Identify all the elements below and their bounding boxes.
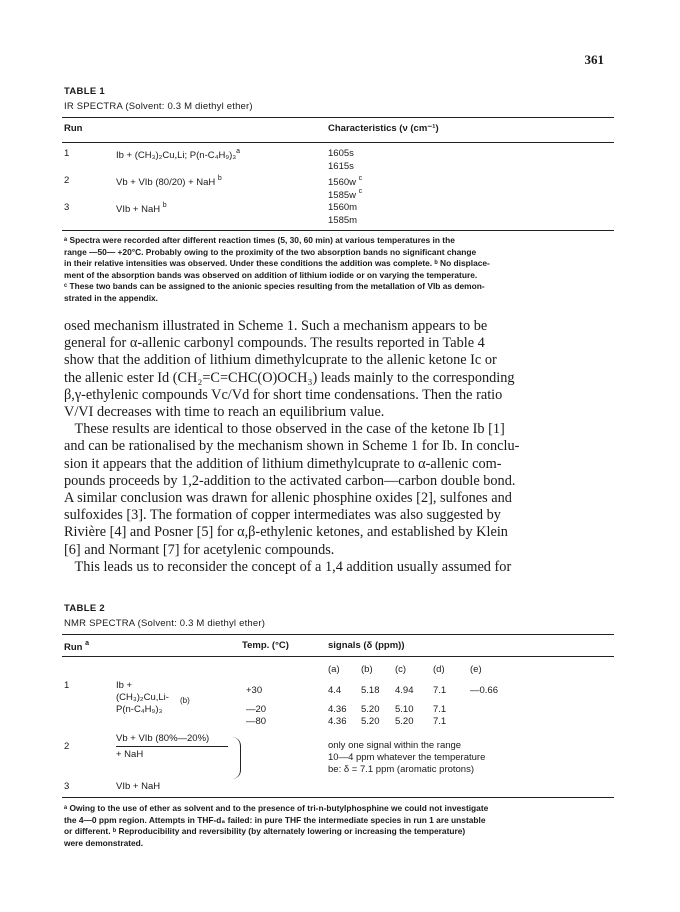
table2-signal-value: 7.1 — [433, 716, 447, 727]
body-line: This leads us to reconsider the concept of a 1,4 addition usually assumed for — [64, 558, 512, 575]
table2-signal-value: 5.20 — [361, 704, 380, 715]
table2-footnote-line: were demonstrated. — [64, 837, 144, 848]
table1-run-3: 3 — [64, 202, 70, 213]
table1-value-1b: 1615s — [328, 161, 354, 172]
table2-run-2-underline — [116, 746, 228, 747]
table2-run-1-number: 1 — [64, 680, 70, 691]
table2-run-1-sup: (b) — [180, 696, 190, 705]
table1-value-2a — [328, 175, 362, 188]
table1-footnote-line: strated in the appendix. — [64, 292, 159, 303]
table1-reaction-2 — [116, 175, 222, 188]
table1-label: TABLE 1 — [64, 86, 105, 97]
page-number: 361 — [584, 52, 604, 67]
table2-bottom-rule — [62, 797, 614, 798]
table1-value-2a-sup: c — [358, 175, 363, 182]
table2-run-2-note-line: only one signal within the range — [328, 740, 462, 751]
table1-footnote-line: ᵃ Spectra were recorded after different reaction times (5, 30, 60 min) at various temperatures in the — [64, 235, 455, 245]
table1-bottom-rule — [62, 230, 614, 231]
table2-col-run — [64, 640, 89, 653]
body-line: Rivière [4] and Posner [5] for α,β-ethylenic ketones, and established by Klein — [64, 524, 508, 541]
table2-signal-value: 7.1 — [433, 704, 447, 715]
table2-run-2-reaction-line: + NaH — [116, 749, 144, 760]
body-line: the allenic ester Id (CH₂=C=CHC(O)OCH₃) leads mainly to the corresponding — [64, 369, 515, 386]
table2-footnotes — [64, 803, 612, 849]
body-line: [6] and Normant [7] for acetylenic compounds. — [64, 541, 335, 558]
table2-run-2-number: 2 — [64, 741, 70, 752]
table1-header-rule — [62, 142, 614, 143]
table2-run-2-note-line: 10—4 ppm whatever the temperature — [328, 752, 486, 763]
table2-footnote-line: ᵃ Owing to the use of ether as solvent and to the presence of tri-n-butylphosphine we could not investigate — [64, 803, 489, 813]
table2-footnote-line: the 4—0 ppm region. Attempts in THF-d₈ failed: in pure THF the intermediate species in run 1 are unstable — [64, 814, 486, 825]
table2-run-2-reaction-line: Vb + VIb (80%—20%) — [116, 733, 210, 744]
table2-run-1-temp: —80 — [246, 716, 267, 727]
table2-signal-value: 7.1 — [433, 685, 447, 696]
body-line: osed mechanism illustrated in Scheme 1. Such a mechanism appears to be — [64, 318, 488, 334]
body-line: β,γ-ethylenic compounds Vc/Vd for short time condensations. Then the ratio — [64, 386, 503, 403]
table2-run-3-reaction: VIb + NaH — [116, 781, 161, 792]
table2-label: TABLE 2 — [64, 603, 105, 614]
table2-signal-head: (a) — [328, 664, 340, 675]
table2-run-2-note-line: be: δ = 7.1 ppm (aromatic protons) — [328, 764, 475, 775]
table1-footnote-line: ᶜ These two bands can be assigned to the anionic species resulting from the metallation of VIb as demon- — [64, 281, 485, 291]
body-text — [64, 318, 616, 576]
table1-value-3b: 1585m — [328, 215, 358, 226]
table2-header-rule — [62, 656, 614, 657]
body-line: general for α-allenic carbonyl compounds. The results reported in Table 4 — [64, 335, 485, 352]
table2-signal-value: 4.36 — [328, 704, 347, 715]
table2-signal-value: 5.10 — [395, 704, 414, 715]
table2-signal-value: 5.18 — [361, 685, 380, 696]
table1-reaction-1-sup: a — [236, 148, 241, 155]
table2-run-1-temp: +30 — [246, 685, 263, 696]
table2-signal-value: 4.4 — [328, 685, 342, 696]
table2-signal-head: (d) — [433, 664, 445, 675]
table2-run-1-temp: —20 — [246, 704, 267, 715]
body-line: sulfoxides [3]. The formation of copper intermediates was also suggested by — [64, 507, 501, 524]
table1-footnote-line: range —50— +20°C. Probably owing to the proximity of the two absorption bands no significant change — [64, 246, 477, 257]
table2-signal-head: (b) — [361, 664, 373, 675]
table2-col-run-sup: a — [85, 640, 90, 647]
table1-reaction-3-sup: b — [162, 202, 167, 209]
table1-value-2a-text: 1560w — [328, 177, 356, 188]
table1-value-2b — [328, 188, 362, 201]
body-line: V/VI decreases with time to reach an equilibrium value. — [64, 404, 385, 421]
table1-reaction-2-text: Vb + VIb (80/20) + NaH — [116, 177, 216, 188]
table1-reaction-1-text: Ib + (CH₃)₂Cu,Li; P(n-C₄H₉)₃ — [116, 150, 237, 161]
table2-run-2-brace — [232, 737, 241, 779]
table1-footnote-line: ment of the absorption bands was observed on addition of lithium iodide or on varying the temperature. — [64, 269, 478, 280]
table1-value-2b-text: 1585w — [328, 190, 356, 201]
body-line: sion it appears that the addition of lithium dimethylcuprate to α-allenic com- — [64, 455, 502, 472]
table2-signal-value: —0.66 — [470, 685, 498, 696]
body-line: A similar conclusion was drawn for allenic phosphine oxides [2], sulfones and — [64, 490, 512, 507]
table2-signal-value: 5.20 — [361, 716, 380, 727]
table2-signal-value: 4.36 — [328, 716, 347, 727]
table2-run-1-reaction-line: Ib + — [116, 680, 133, 691]
table2-col-run-text: Run — [64, 642, 83, 653]
table1-col-run: Run — [64, 123, 83, 134]
table2-signal-value: 5.20 — [395, 716, 414, 727]
table1-reaction-2-sup: b — [217, 175, 222, 182]
table2-signal-head: (e) — [470, 664, 482, 675]
table1-reaction-3-text: VIb + NaH — [116, 204, 161, 215]
body-line: pounds proceeds by 1,2-addition to the activated carbon—carbon double bond. — [64, 472, 516, 489]
table1-top-rule — [62, 117, 614, 118]
table1-value-1a: 1605s — [328, 148, 354, 159]
table2-caption: NMR SPECTRA (Solvent: 0.3 M diethyl ether) — [64, 618, 266, 629]
table2-run-1-reaction-line: (CH₃)₂Cu,Li- — [116, 692, 169, 703]
table1-run-1: 1 — [64, 148, 70, 159]
table1-value-2b-sup: c — [358, 188, 363, 195]
table2-run-1-reaction-line: P(n-C₄H₉)₃ — [116, 704, 163, 715]
body-line: and can be rationalised by the mechanism shown in Scheme 1 for Ib. In conclu- — [64, 438, 520, 455]
table1-reaction-3 — [116, 202, 167, 215]
table2-run-3-number: 3 — [64, 781, 70, 792]
table1-value-3a: 1560m — [328, 202, 358, 213]
table1-footnote-line: in their relative intensities was observed. Under these conditions the addition was complete. ᵇ No displace- — [64, 258, 490, 268]
body-line: These results are identical to those observed in the case of the ketone Ib [1] — [64, 421, 505, 438]
table1-reaction-1 — [116, 148, 240, 161]
table2-top-rule — [62, 634, 614, 635]
table1-col-characteristics: Characteristics (ν (cm⁻¹) — [328, 123, 439, 134]
table1-run-2: 2 — [64, 175, 70, 186]
table2-footnote-line: or different. ᵇ Reproducibility and reversibility (by alternately lowering or increasing the temperature) — [64, 826, 466, 836]
table2-signal-value: 4.94 — [395, 685, 414, 696]
table1-caption: IR SPECTRA (Solvent: 0.3 M diethyl ether) — [64, 101, 253, 112]
table1-footnotes — [64, 235, 612, 304]
table2-col-signals: signals (δ (ppm)) — [328, 640, 405, 651]
table2-col-temp: Temp. (°C) — [242, 640, 289, 651]
table2-signal-head: (c) — [395, 664, 407, 675]
body-line: show that the addition of lithium dimethylcuprate to the allenic ketone Ic or — [64, 352, 497, 369]
